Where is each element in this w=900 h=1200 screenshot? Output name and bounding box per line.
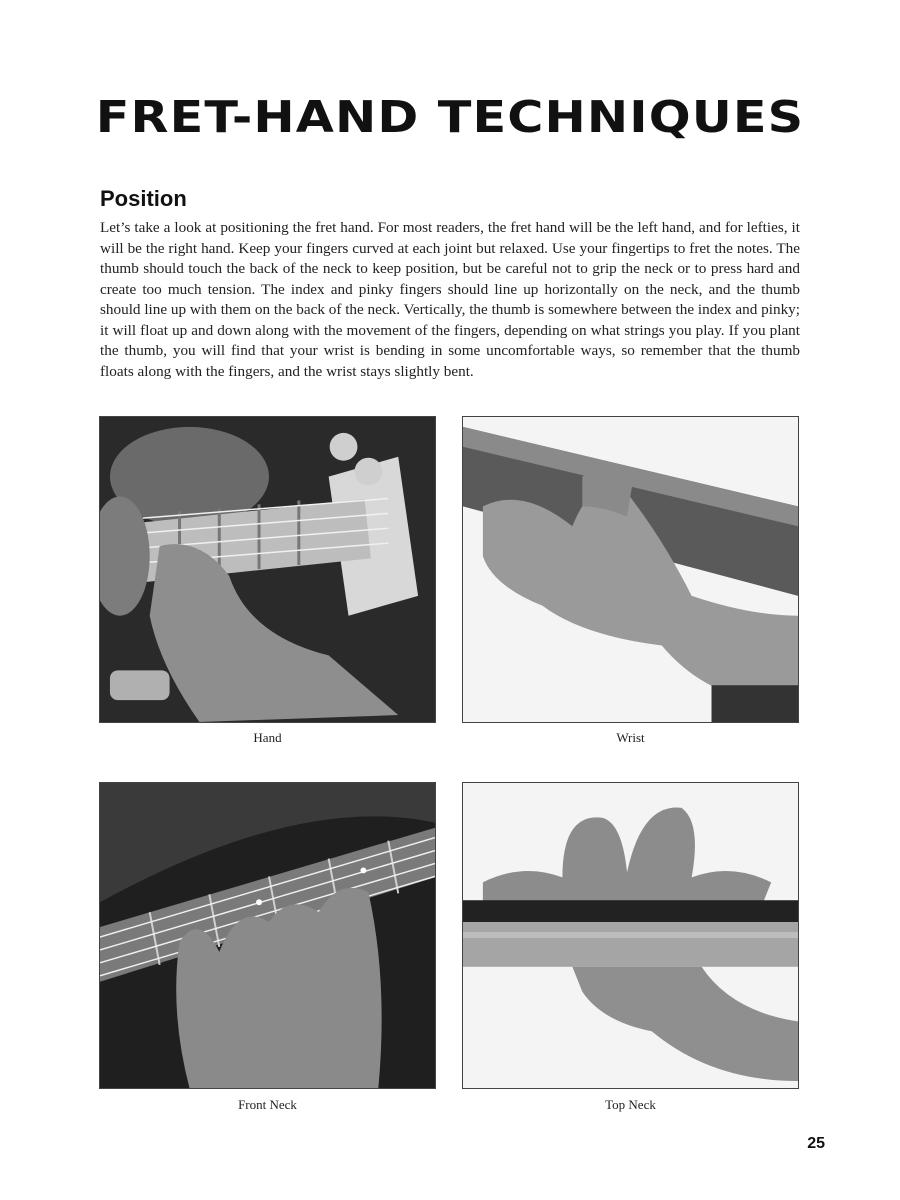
caption-top-neck: Top Neck bbox=[605, 1097, 656, 1112]
photo-wrist bbox=[462, 416, 799, 723]
page-title: FRET-HAND TECHNIQUES bbox=[95, 92, 805, 143]
photo-front-neck bbox=[99, 782, 436, 1089]
body-paragraph: Let’s take a look at positioning the fret hand. For most readers, the fret hand will be the left hand, and for lefties, it will be the right hand. Keep your fingers curved at each joint but relaxed. Use your fingertips to fret the notes. The thumb should touch the back of the neck to keep position, but be careful not to grip the neck or to press hard and create too much tension. The index and pinky fingers should line up horizontally on the neck, and the thumb should line up with them on the back of the neck. Vertically, the thumb is somewhere between the index and pinky; it will float up and down along with the movement of the fingers, depending on what strings you play. If you plant the thumb, you will find that your wrist is bending in some uncomfortable ways, so remember that the thumb floats along with the fingers, and the wrist stays slightly bent. bbox=[100, 219, 800, 380]
caption-wrist: Wrist bbox=[616, 730, 645, 745]
section-heading: Position bbox=[100, 186, 187, 211]
photo-top-neck bbox=[462, 782, 799, 1089]
caption-front-neck: Front Neck bbox=[238, 1097, 297, 1112]
page-number: 25 bbox=[807, 1135, 825, 1152]
photo-hand bbox=[99, 416, 436, 723]
caption-hand: Hand bbox=[253, 730, 282, 745]
